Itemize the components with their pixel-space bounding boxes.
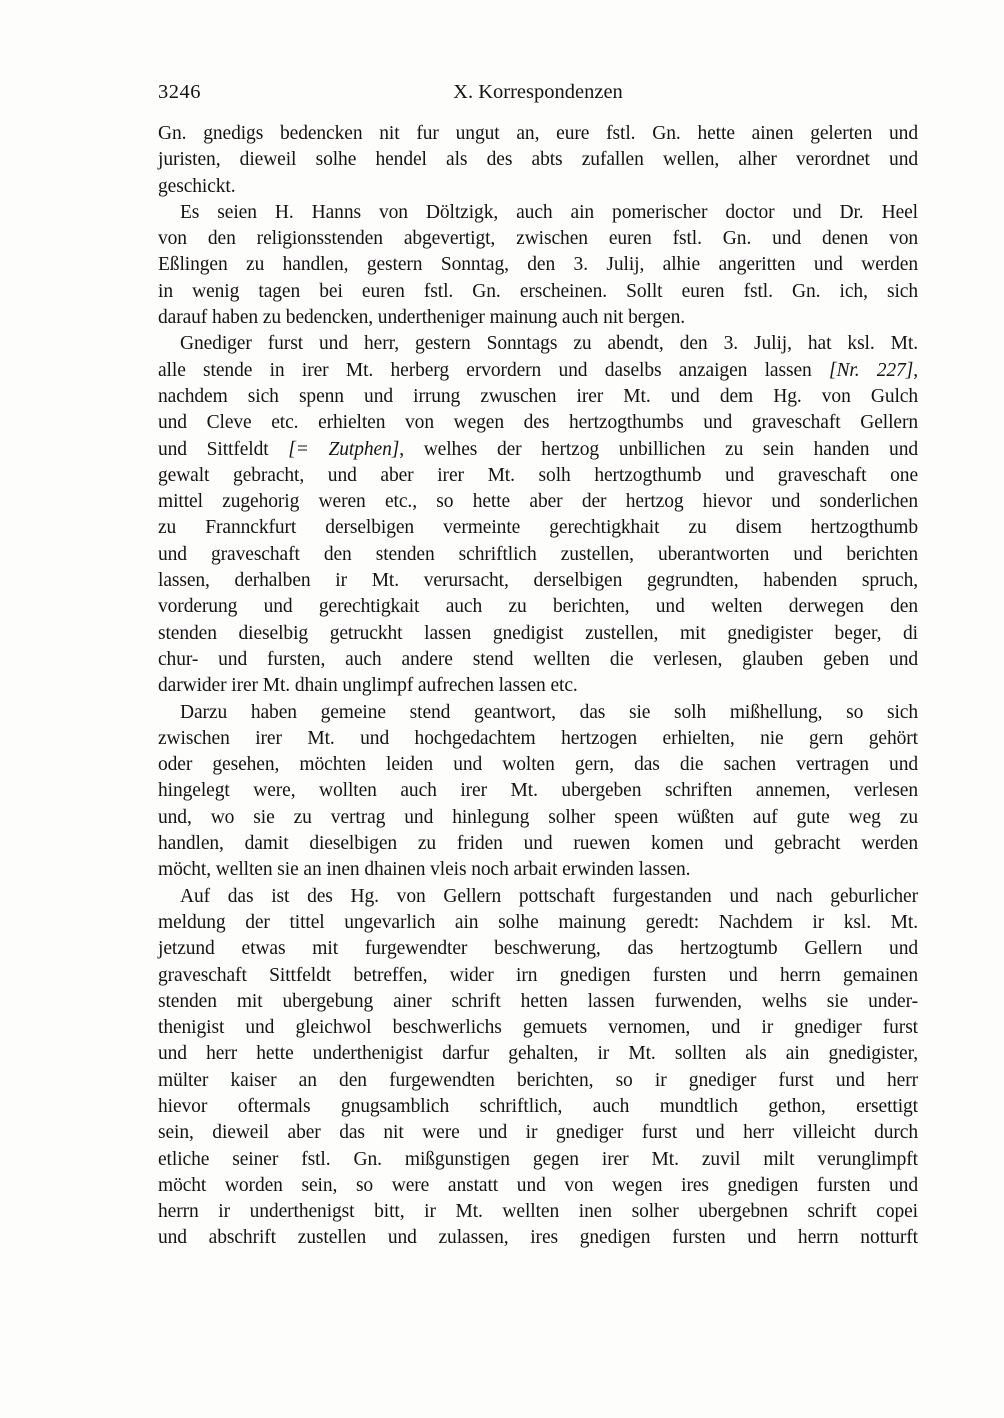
text-segment: sein, dieweil aber das nit were und ir gnediger furst und herr villeicht durch — [158, 1122, 918, 1144]
text-line — [158, 1041, 918, 1067]
text-segment: und abschrift zustellen und zulassen, ires gnedigen fursten und herrn notturft — [158, 1227, 918, 1249]
text-segment: oder gesehen, möchten leiden und wolten gern, das die sachen vertragen und — [158, 754, 918, 776]
paragraph — [158, 331, 918, 699]
text-segment: hievor oftermals gnugsamblich schriftlich, auch mundtlich gethon, ersettigt — [158, 1095, 918, 1117]
text-line — [158, 252, 918, 278]
text-line — [158, 1225, 918, 1251]
text-segment: Darzu haben gemeine stend geantwort, das sie solh mißhellung, so sich — [180, 701, 918, 723]
text-line — [158, 1015, 918, 1041]
text-segment: von den religionsstenden abgevertigt, zwischen euren fstl. Gn. und denen von — [158, 228, 918, 250]
text-segment: möcht worden sein, so were anstatt und von wegen ires gnedigen fursten und — [158, 1174, 918, 1196]
text-segment: herrn ir underthenigst bitt, ir Mt. wellten inen solher ubergebnen schrift copei — [158, 1201, 918, 1223]
text-segment: hingelegt were, wollten auch irer Mt. ubergeben schriften annemen, verlesen — [158, 780, 918, 802]
text-segment: graveschaft Sittfeldt betreffen, wider irn gnedigen fursten und herrn gemainen — [158, 964, 918, 986]
text-segment: und Sittfeldt — [158, 438, 289, 460]
text-segment: in wenig tagen bei euren fstl. Gn. erscheinen. Sollt euren fstl. Gn. ich, sich — [158, 280, 918, 302]
text-segment: alle stende in irer Mt. herberg ervordern und daselbs anzaigen lassen — [158, 359, 829, 381]
text-line — [158, 331, 918, 357]
text-segment: , welhes der hertzog unbillichen zu sein handen und — [399, 438, 918, 460]
text-segment: etliche seiner fstl. Gn. mißgunstigen gegen irer Mt. zuvil milt verunglimpft — [158, 1148, 918, 1170]
text-line — [158, 121, 918, 147]
text-segment: chur- und fursten, auch andere stend wellten die verlesen, glauben geben und — [158, 648, 918, 670]
text-segment: Auf das ist des Hg. von Gellern pottschaft furgestanden und nach geburlicher — [180, 885, 918, 907]
text-segment: und Cleve etc. erhielten von wegen des hertzogthumbs und graveschaft Gellern — [158, 412, 918, 434]
text-line — [158, 437, 918, 463]
text-segment: zu Frannckfurt derselbigen vermeinte gerechtigkhait zu disem hertzogthumb — [158, 517, 918, 539]
text-segment: juristen, dieweil solhe hendel als des abts zufallen wellen, alher verordnet und — [158, 149, 918, 171]
editorial-note-segment: [Nr. 227] — [828, 359, 914, 381]
text-line — [158, 1173, 918, 1199]
text-segment: jetzund etwas mit furgewendter beschwerung, das hertzogtumb Gellern und — [158, 938, 918, 960]
text-line — [158, 174, 918, 200]
text-segment: Es seien H. Hanns von Döltzigk, auch ain pomerischer doctor und Dr. Heel — [180, 201, 918, 223]
page-number: 3246 — [158, 81, 201, 103]
text-line — [158, 673, 918, 699]
text-line — [158, 410, 918, 436]
text-segment: und herr hette underthenigist darfur gehalten, ir Mt. sollten als ain gnedigister, — [158, 1043, 918, 1065]
paragraph — [158, 700, 918, 884]
text-segment: mittel zugehorig weren etc., so hette aber der hertzog hievor und sonderlichen — [158, 491, 918, 513]
text-line — [158, 752, 918, 778]
text-segment: Gn. gnedigs bedencken nit fur ungut an, eure fstl. Gn. hette ainen gelerten und — [158, 123, 918, 144]
text-segment: gewalt gebracht, und aber irer Mt. solh hertzogthumb und graveschaft one — [158, 464, 918, 486]
text-line — [158, 489, 918, 515]
text-segment: stenden mit ubergebung ainer schrift hetten lassen furwenden, welhs sie under- — [158, 990, 918, 1012]
text-line — [158, 963, 918, 989]
text-segment: geschickt. — [158, 175, 236, 197]
paragraph — [158, 121, 918, 200]
text-line — [158, 594, 918, 620]
text-segment: , — [913, 359, 918, 381]
text-segment: nachdem sich spenn und irrung zwuschen irer Mt. und dem Hg. von Gulch — [158, 385, 918, 407]
text-segment: vorderung und gerechtigkait auch zu berichten, und welten derwegen den — [158, 596, 918, 618]
editorial-note-segment: [= Zutphen] — [288, 438, 400, 460]
text-line — [158, 358, 918, 384]
text-line — [158, 568, 918, 594]
text-line — [158, 621, 918, 647]
text-line — [158, 989, 918, 1015]
text-segment: stenden dieselbig getruckht lassen gnedigist zustellen, mit gnedigister beger, di — [158, 622, 918, 644]
text-line — [158, 463, 918, 489]
paragraph — [158, 200, 918, 331]
text-line — [158, 1147, 918, 1173]
text-segment: und, wo sie zu vertrag und hinlegung solher speen wüßten auf gute weg zu — [158, 806, 918, 828]
paragraph — [158, 884, 918, 1252]
text-segment: mülter kaiser an den furgewendten berichten, so ir gnediger furst und herr — [158, 1069, 918, 1091]
text-line — [158, 226, 918, 252]
text-line — [158, 936, 918, 962]
text-line — [158, 857, 918, 883]
text-line — [158, 542, 918, 568]
text-segment: Eßlingen zu handlen, gestern Sonntag, den 3. Julij, alhie angeritten und werden — [158, 254, 918, 276]
text-segment: thenigist und gleichwol beschwerlichs gemuets vernomen, und ir gnediger furst — [158, 1017, 918, 1039]
text-line — [158, 647, 918, 673]
text-line — [158, 805, 918, 831]
text-line — [158, 778, 918, 804]
text-line — [158, 305, 918, 331]
text-line — [158, 726, 918, 752]
text-segment: möcht, wellten sie an inen dhainen vleis noch arbait erwinden lassen. — [158, 859, 691, 881]
page-header — [158, 78, 918, 106]
text-segment: darwider irer Mt. dhain unglimpf aufrechen lassen etc. — [158, 675, 578, 697]
text-line — [158, 910, 918, 936]
text-segment: meldung der tittel ungevarlich ain solhe mainung geredt: Nachdem ir ksl. Mt. — [158, 911, 918, 933]
text-line — [158, 1199, 918, 1225]
text-line — [158, 515, 918, 541]
text-line — [158, 1094, 918, 1120]
text-line — [158, 200, 918, 226]
text-segment: zwischen irer Mt. und hochgedachtem hertzogen erhielten, nie gern gehört — [158, 727, 918, 749]
text-segment: lassen, derhalben ir Mt. verursacht, derselbigen gegrundten, habenden spruch, — [158, 570, 918, 592]
text-line — [158, 700, 918, 726]
text-line — [158, 1120, 918, 1146]
text-block — [158, 121, 918, 1252]
text-line — [158, 884, 918, 910]
text-line — [158, 831, 918, 857]
text-segment: handlen, damit dieselbigen zu friden und ruewen komen und gebracht werden — [158, 833, 918, 855]
text-line — [158, 1068, 918, 1094]
running-head: X. Korrespondenzen — [453, 81, 623, 103]
text-line — [158, 279, 918, 305]
text-segment: Gnediger furst und herr, gestern Sonntags zu abendt, den 3. Julij, hat ksl. Mt. — [180, 333, 918, 355]
text-line — [158, 384, 918, 410]
text-segment: und graveschaft den stenden schriftlich zustellen, uberantworten und berichten — [158, 543, 918, 565]
text-line — [158, 147, 918, 173]
text-segment: darauf haben zu bedencken, undertheniger mainung auch nit bergen. — [158, 307, 686, 329]
